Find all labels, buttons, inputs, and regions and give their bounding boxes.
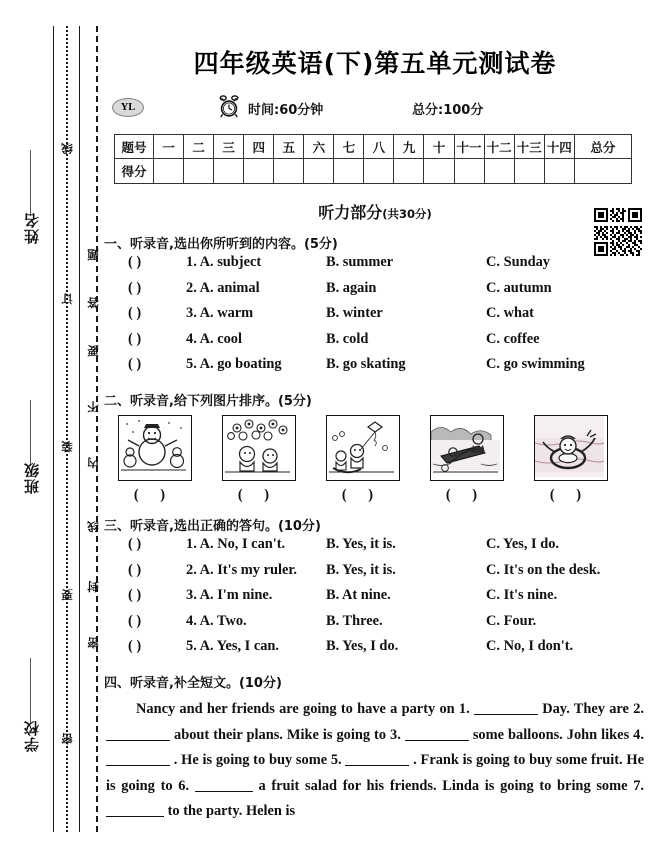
q1-answer-blank-5[interactable]: ( ) [128,356,142,373]
seal-char-4: 密 [61,731,73,746]
listening-section-heading [100,200,650,223]
q1-item-5[interactable] [100,356,650,382]
time-limit-label: 时间:60分钟 [248,103,324,118]
q3-item-1-option-a[interactable]: 1. A. No, I can't. [186,535,286,552]
q2-answer-row [100,487,650,509]
score-col-8: 八 [364,135,394,159]
q3-item-4-option-b[interactable]: B. Three. [326,612,383,629]
q3-answer-blank-4[interactable]: ( ) [128,612,142,629]
score-col-total: 总分 [574,135,631,159]
score-table [114,134,632,184]
notice-char-4: 内 [87,455,99,470]
q1-item-1-option-b[interactable]: B. summer [326,254,394,270]
q3-item-5[interactable] [100,638,650,664]
score-col-10: 十 [424,135,454,159]
question-3-heading: 三、听录音,选出正确的答句。(10分) [104,518,321,534]
q3-item-3-option-c[interactable]: C. It's nine. [486,587,558,604]
passage-part-7: a fruit salad for his friends. Linda is going to bring some 7. [258,777,644,794]
notice-char-5: 线 [87,519,99,534]
q3-item-3-option-a[interactable]: 3. A. I'm nine. [186,587,273,604]
score-cell-total[interactable] [574,159,631,184]
score-col-13: 十三 [514,135,544,159]
passage-part-8: to the party. Helen is [167,803,296,820]
passage-blank-3[interactable] [405,740,469,741]
score-cell-13[interactable] [514,159,544,184]
notice-char-1: 答 [87,295,99,310]
q3-item-5-option-b[interactable]: B. Yes, I do. [326,638,399,655]
q1-answer-blank-3[interactable]: ( ) [128,305,142,322]
q1-item-3[interactable] [100,305,650,331]
field-class-label: 班级 [22,462,41,494]
score-col-12: 十二 [484,135,514,159]
field-name-label: 姓名 [22,212,41,244]
q3-item-1-option-b[interactable]: B. Yes, it is. [326,535,396,552]
score-col-6: 六 [304,135,334,159]
passage-blank-1[interactable] [474,714,538,715]
passage-part-5: . He is going to buy some 5. [173,752,342,769]
q3-item-2-option-c[interactable]: C. It's on the desk. [486,561,601,578]
score-col-2: 二 [184,135,214,159]
score-cell-3[interactable] [214,159,244,184]
q1-item-2-option-b[interactable]: B. again [326,279,377,296]
score-cell-10[interactable] [424,159,454,184]
q1-item-3-option-a[interactable]: 3. A. warm [186,305,254,322]
score-table-value-row [115,159,632,184]
score-col-4: 四 [244,135,274,159]
q1-item-3-option-c[interactable]: C. what [486,305,534,322]
notice-char-6: 封 [87,579,99,594]
notice-char-0: 题 [87,247,99,262]
q2-answer-blank-4[interactable]: ( ) [445,486,487,503]
q1-item-1-option-a[interactable]: 1. A. subject [186,254,262,270]
q1-item-4-option-a[interactable]: 4. A. cool [186,330,242,347]
q1-answer-blank-4[interactable]: ( ) [128,330,142,347]
class-rule [30,400,31,466]
q1-item-3-option-b[interactable]: B. winter [326,305,383,322]
q3-item-4-option-c[interactable]: C. Four. [486,612,537,629]
score-col-9: 九 [394,135,424,159]
q1-item-1-option-c[interactable]: C. Sunday [486,254,550,270]
q2-picture-4 [430,415,504,481]
exam-meta-row [100,94,650,124]
notice-char-7: 密 [87,635,99,650]
q3-item-3[interactable] [100,587,650,613]
score-table-row-label-score: 得分 [115,159,154,184]
q1-item-5-option-c[interactable]: C. go swimming [486,356,585,373]
q2-picture-1 [118,415,192,481]
passage-blank-2[interactable] [106,740,170,741]
passage-blank-5[interactable] [345,765,409,766]
q2-answer-blank-1[interactable]: ( ) [133,486,175,503]
score-cell-5[interactable] [274,159,304,184]
score-col-7: 七 [334,135,364,159]
q1-item-5-option-a[interactable]: 5. A. go boating [186,356,282,373]
score-cell-2[interactable] [184,159,214,184]
score-col-11: 十一 [454,135,484,159]
seal-char-1: 订 [61,291,73,306]
q3-item-5-option-c[interactable]: C. No, I don't. [486,638,574,655]
score-table-row-label-question: 题号 [115,135,154,159]
total-points-label: 总分:100分 [412,103,484,118]
q2-answer-blank-2[interactable]: ( ) [237,486,279,503]
q3-answer-blank-3[interactable]: ( ) [128,587,142,604]
score-cell-12[interactable] [484,159,514,184]
score-col-5: 五 [274,135,304,159]
q3-item-1[interactable] [100,536,650,562]
q3-item-2[interactable] [100,562,650,588]
q3-item-3-option-b[interactable]: B. At nine. [326,587,391,604]
binding-rule-dashed [96,26,98,832]
score-cell-8[interactable] [364,159,394,184]
alarm-clock-icon [218,95,240,123]
q1-answer-blank-2[interactable]: ( ) [128,279,142,296]
q1-item-2-option-a[interactable]: 2. A. animal [186,279,260,296]
q1-item-2-option-c[interactable]: C. autumn [486,279,552,296]
listening-section-title: 听力部分 [318,203,383,222]
q3-answer-blank-5[interactable]: ( ) [128,638,142,655]
q3-item-4[interactable] [100,613,650,639]
school-rule [30,658,31,724]
page-title: 四年级英语(下)第五单元测试卷 [193,49,557,78]
listening-section-points: (共30分) [382,207,432,221]
question-4-heading: 四、听录音,补全短文。(10分) [104,675,282,691]
score-cell-7[interactable] [334,159,364,184]
q3-item-2-option-b[interactable]: B. Yes, it is. [326,561,396,578]
q3-answer-blank-2[interactable]: ( ) [128,561,142,578]
q3-item-2-option-a[interactable]: 2. A. It's my ruler. [186,561,298,578]
notice-char-3: 不 [87,399,99,414]
edition-badge: YL [112,98,144,117]
passage-blank-7[interactable] [106,816,164,817]
field-class [14,462,48,499]
question-1-heading: 一、听录音,选出你所听到的内容。(5分) [104,237,338,252]
q3-item-1-option-c[interactable]: C. Yes, I do. [486,535,560,552]
q1-answer-blank-1[interactable]: ( ) [128,254,142,270]
field-name [14,212,48,249]
question-2-heading: 二、听录音,给下列图片排序。(5分) [104,393,312,409]
score-cell-9[interactable] [394,159,424,184]
passage-part-4: some balloons. John likes 4. [472,726,644,743]
q2-answer-blank-3[interactable]: ( ) [341,486,383,503]
seal-char-3: 要 [61,587,73,602]
passage-part-1: Nancy and her friends are going to have a party on 1. [136,700,470,717]
q2-picture-row [100,415,650,487]
field-school-label: 学校 [22,720,41,752]
passage-part-3: about their plans. Mike is going to 3. [174,726,401,743]
notice-char-2: 要 [87,343,99,358]
q2-picture-2 [222,415,296,481]
passage-part-6: . Frank is going to buy some fruit. He is going to 6. [106,752,644,794]
score-cell-11[interactable] [454,159,484,184]
name-rule [30,150,31,216]
score-cell-1[interactable] [154,159,184,184]
q3-item-4-option-a[interactable]: 4. A. Two. [186,612,247,629]
exam-sheet [100,0,650,862]
q4-passage [106,697,644,825]
q1-item-4[interactable] [100,331,650,357]
q1-item-4-option-b[interactable]: B. cold [326,330,369,347]
q1-item-4-option-c[interactable]: C. coffee [486,330,540,347]
seal-char-2: 装 [61,439,73,454]
field-school [14,720,48,757]
score-col-1: 一 [154,135,184,159]
score-cell-4[interactable] [244,159,274,184]
binding-margin [0,0,100,862]
q3-answer-blank-1[interactable]: ( ) [128,535,142,552]
q1-item-1[interactable] [100,254,650,280]
score-table-header-row [115,135,632,159]
score-cell-6[interactable] [304,159,334,184]
passage-part-2: Day. They are 2. [542,700,644,717]
q2-answer-blank-5[interactable]: ( ) [549,486,591,503]
score-col-3: 三 [214,135,244,159]
q2-picture-3 [326,415,400,481]
q1-item-2[interactable] [100,280,650,306]
score-cell-14[interactable] [544,159,574,184]
q1-item-5-option-b[interactable]: B. go skating [326,356,406,373]
qr-code-icon[interactable] [592,206,644,258]
q2-picture-5 [534,415,608,481]
passage-blank-4[interactable] [106,765,170,766]
q3-item-5-option-a[interactable]: 5. A. Yes, I can. [186,638,280,655]
seal-char-0: 线 [61,141,73,156]
passage-blank-6[interactable] [195,791,253,792]
score-col-14: 十四 [544,135,574,159]
